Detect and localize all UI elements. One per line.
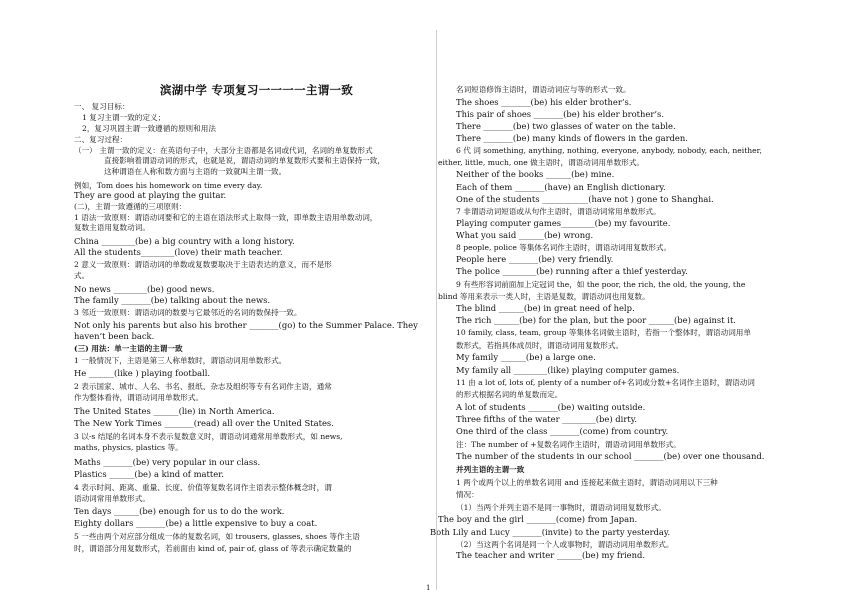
- text-line: There _______(be) many kinds of flowers in the garden.: [456, 133, 688, 143]
- text-line: The teacher and writer ______(be) my friend.: [456, 550, 645, 560]
- text-line: （2）当这两个名词是同一个人或事物时，谓语动词用单数形式。: [456, 540, 674, 549]
- text-line: He ______(like ) playing football.: [74, 368, 211, 378]
- text-line: 11 由 a lot of, lots of, plenty of a number of+名词或分数+名词作主语时，谓语动词: [456, 378, 755, 387]
- text-line: 7 非谓语动词短语或从句作主语时，谓语动词常用单数形式。: [456, 207, 661, 216]
- text-line: The blind ______(be) in great need of help.: [456, 303, 635, 313]
- text-line: There _______(be) two glasses of water on the table.: [456, 121, 676, 131]
- text-line: 情况：: [456, 490, 479, 499]
- text-line: (三) 用法：单一主语的主谓一致: [74, 344, 183, 353]
- text-line: 3 邻近一致原则：谓语动词的数要与它最邻近的名词的数保持一致。: [74, 308, 302, 317]
- page-number: 1: [426, 584, 431, 592]
- text-line: 并列主语的主谓一致: [456, 465, 525, 474]
- text-line: 作为整体看待，谓语动词用单数形式。: [74, 393, 204, 402]
- text-line: No news ________(be) good news.: [74, 284, 215, 294]
- text-line: A lot of students _______(be) waiting outside.: [456, 402, 646, 412]
- text-line: My family all ________(like) playing computer games.: [456, 365, 680, 375]
- text-line: haven’t been back.: [74, 331, 155, 341]
- text-line: 9 有些形容词前面加上定冠词 the，如 the poor, the rich, the old, the young, the: [456, 280, 746, 289]
- text-line: （一） 主谓一致的定义：在英语句子中，大部分主语都是名词或代词，名词的单复数形式: [74, 146, 373, 155]
- text-line: （1）当两个并列主语不是同一事物时，谓语动词用复数形式。: [456, 503, 666, 512]
- text-line: 注：The number of +复数名词作主语时，谓语动词用单数形式。: [456, 440, 681, 449]
- text-line: 时，谓语部分用复数形式，若前面由 kind of, pair of, glass of 等表示确定数量的: [74, 544, 352, 553]
- text-line: 1 两个或两个以上的单数名词用 and 连接起来做主语时，谓语动词用以下三种: [456, 478, 718, 487]
- text-line: 8 people, police 等集体名词作主语时，谓语动词用复数形式。: [456, 243, 672, 252]
- text-line: Ten days ______(be) enough for us to do the work.: [74, 506, 285, 516]
- text-line: All the students________(love) their math teacher.: [74, 247, 283, 257]
- text-line: The boy and the girl _______(come) from Japan.: [438, 514, 638, 524]
- text-line: The shoes _______(be) his elder brother’s.: [456, 97, 632, 107]
- text-line: 名词短语修饰主语时，谓语动词应与等的形式一致。: [456, 85, 631, 94]
- text-line: Neither of the books ______(be) mine.: [456, 169, 615, 179]
- text-line: The New York Times _______(read) all over the United States.: [74, 418, 334, 428]
- text-line: 2 表示国家、城市、人名、书名、报纸、杂志及组织等专有名词作主语，通常: [74, 382, 332, 391]
- text-line: Eighty dollars _______(be) a little expensive to buy a coat.: [74, 518, 318, 528]
- text-line: One third of the class _______(come) from country.: [456, 426, 669, 436]
- text-line: China ________(be) a big country with a long history.: [74, 236, 295, 246]
- text-line: 2 意义一致原则：谓语动词的单数或复数要取决于主语表达的意义，而不是形: [74, 260, 332, 269]
- text-line: They are good at playing the guitar.: [74, 190, 227, 200]
- text-line: 语动词常用单数形式。: [74, 494, 150, 503]
- text-line: (二)，主谓一致遵循的三项原则：: [74, 202, 187, 211]
- text-line: 1 一般情况下，主语是第三人称单数时，谓语动词用单数形式。: [74, 356, 287, 365]
- text-line: 2，复习巩固主谓一致遵循的原则和用法: [82, 124, 216, 133]
- text-line: 式。: [74, 271, 90, 280]
- text-line: The rich ______(be) for the plan, but the poor ______(be) against it.: [456, 315, 736, 325]
- text-line: My family ______(be) a large one.: [456, 352, 596, 362]
- text-line: 10 family, class, team, group 等集体名词做主语时，若指一个整体时，谓语动词用单: [456, 328, 751, 337]
- text-line: The police ________(be) running after a thief yesterday.: [456, 266, 688, 276]
- text-line: Three fifths of the water ________(be) dirty.: [456, 414, 637, 424]
- text-line: 这种谓语在人称和数方面与主语的一致就叫主谓一致。: [104, 167, 287, 176]
- text-line: 数形式，若指具体成员时，谓语动词用复数形式。: [456, 341, 624, 350]
- text-line: Both Lily and Lucy _______(invite) to the party yesterday.: [430, 527, 671, 537]
- text-line: 1 语法一致原则：谓语动词要和它的主语在语法形式上取得一致，即单数主语用单数动词，: [74, 213, 378, 222]
- text-line: either, little, much, one 做主语时，谓语动词用单数形式。: [438, 158, 645, 167]
- text-line: maths, physics, plastics 等。: [74, 443, 183, 452]
- text-line: 复数主语用复数动词。: [74, 223, 150, 232]
- text-line: 例如，Tom does his homework on time every day.: [74, 181, 263, 190]
- text-line: This pair of shoes _______(be) his elder brother’s.: [456, 109, 664, 119]
- text-line: Each of them _______(have) an English dictionary.: [456, 182, 666, 192]
- text-line: blind 等用来表示一类人时，主语是复数，谓语动词也用复数。: [438, 292, 650, 301]
- column-divider: [436, 30, 437, 590]
- text-line: The family _______(be) talking about the news.: [74, 295, 271, 305]
- text-line: Maths _______(be) very popular in our class.: [74, 457, 261, 467]
- text-line: 直接影响着谓语动词的形式，也就是说，谓语动词的单复数形式要和主语保持一致，: [104, 156, 385, 165]
- text-line: 6 代 词 something, anything, nothing, everyone, anybody, nobody, each, neither,: [456, 146, 762, 155]
- text-line: Plastics ______(be) a kind of matter.: [74, 469, 224, 479]
- text-line: 一、 复习目标：: [74, 102, 130, 111]
- text-line: Not only his parents but also his brother _______(go) to the Summer Palace. They: [74, 320, 418, 330]
- text-line: The United States ______(lie) in North America.: [74, 406, 275, 416]
- text-line: 5 一些由两个对应部分组成一体的复数名词，如 trousers, glasses, shoes 等作主语: [74, 532, 360, 541]
- text-line: 二、复习过程：: [74, 135, 128, 144]
- text-line: People here _______(be) very friendly.: [456, 254, 614, 264]
- text-line: Playing computer games________(be) my favourite.: [456, 218, 671, 228]
- text-line: 4 表示时间、距离、重量、长度、价值等复数名词作主语表示整体概念时，谓: [74, 483, 332, 492]
- text-line: What you said ______(be) wrong.: [456, 230, 594, 240]
- text-line: 3 以-s 结尾的名词本身不表示复数意义时，谓语动词通常用单数形式，如 news,: [74, 432, 343, 441]
- text-line: 1 复习主谓一致的定义；: [82, 113, 166, 122]
- page-title: 滨湖中学 专项复习一一一一主谓一致: [160, 83, 354, 97]
- text-line: The number of the students in our school _______(be) over one thousand.: [456, 451, 765, 461]
- text-line: One of the students ___________(have not ) gone to Shanghai.: [456, 194, 714, 204]
- text-line: 的形式根据名词的单复数而定。: [456, 390, 563, 399]
